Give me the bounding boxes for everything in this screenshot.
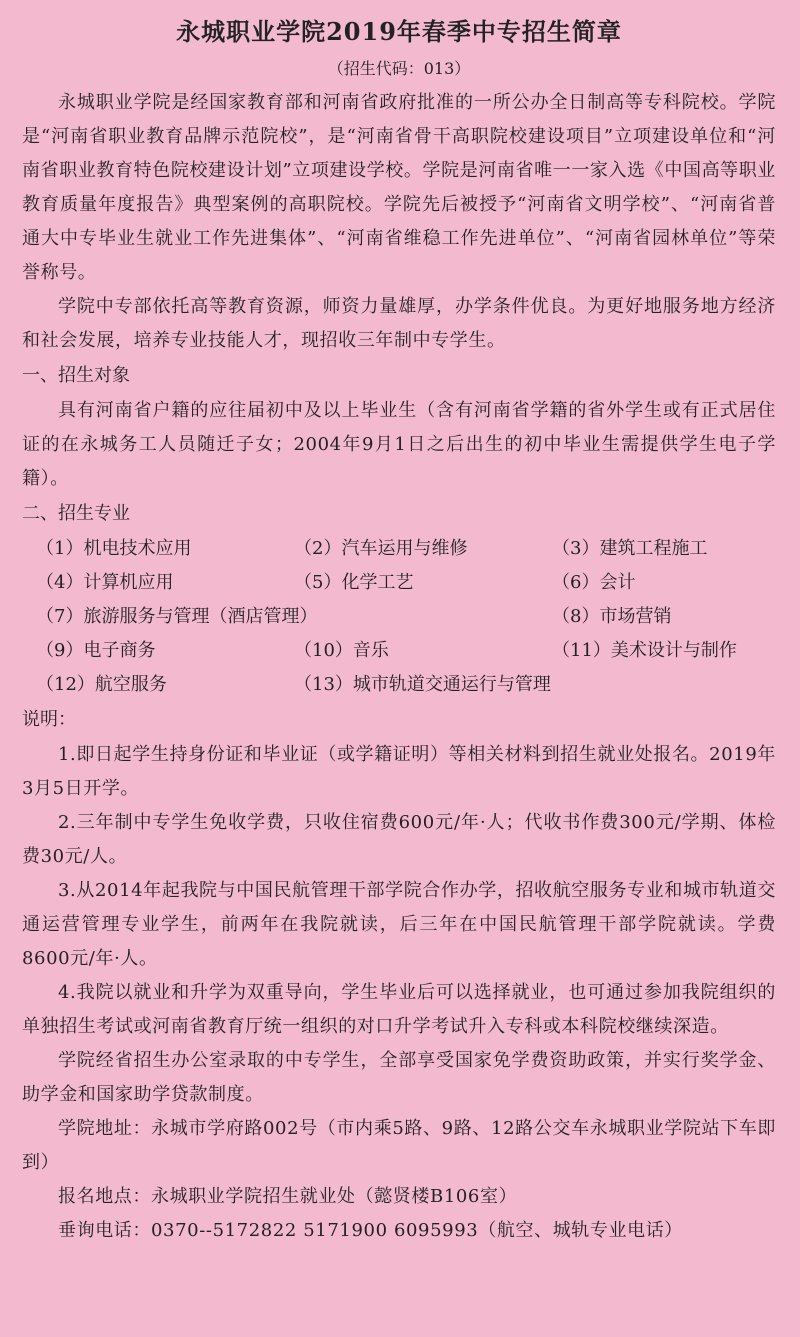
address-paragraph: 学院地址：永城市学府路002号（市内乘5路、9路、12路公交车永城职业学院站下车即到） [22,1118,776,1173]
major-item: （3）建筑工程施工 [552,538,708,559]
majors-list [22,532,776,702]
notes-heading: 说明： [22,709,76,730]
intro-paragraph-2: 学院中专部依托高等教育资源，师资力量雄厚，办学条件优良。为更好地服务地方经济和社会发展，培养专业技能人才，现招收三年制中专学生。 [22,296,776,351]
note-item-2: 2.三年制中专学生免收学费，只收住宿费600元/年·人；代收书作费300元/学期、体检费30元/人。 [22,812,776,867]
major-item: （9）电子商务 [36,640,156,661]
major-item: （6）会计 [552,572,636,593]
major-item: （12）航空服务 [36,674,167,695]
section-heading-majors: 二、招生专业 [22,503,130,524]
registration-paragraph: 报名地点：永城职业学院招生就业处（懿贤楼B106室） [58,1186,518,1207]
major-item: （5）化学工艺 [294,572,414,593]
intro-paragraph-1: 永城职业学院是经国家教育部和河南省政府批准的一所公办全日制高等专科院校。学院是“河南省职业教育品牌示范院校”，是“河南省骨干高职院校建设项目”立项建设单位和“河南省职业教育特色院校建设计划”立项建设学校。学院是河南省唯一一家入选《中国高等职业教育质量年度报告》典型案例的高职院校。学院先后被授予“河南省文明学校”、“河南省普通大中专毕业生就业工作先进集体”、“河南省维稳工作先进单位”、“河南省园林单位”等荣誉称号。 [22,92,776,283]
major-item: （7）旅游服务与管理（酒店管理） [36,606,318,627]
page-title: 永城职业学院2019年春季中专招生简章 [176,17,622,46]
major-item: （11）美术设计与制作 [552,640,737,661]
major-item: （1）机电技术应用 [36,538,192,559]
admission-code: （招生代码：013） [327,59,471,78]
major-item: （4）计算机应用 [36,572,174,593]
note-item-3: 3.从2014年起我院与中国民航管理干部学院合作办学，招收航空服务专业和城市轨道交通运营管理专业学生，前两年在我院就读，后三年在中国民航管理干部学院就读。学费8600元/年·人。 [22,880,776,969]
major-item: （13）城市轨道交通运行与管理 [294,674,551,695]
policy-paragraph: 学院经省招生办公室录取的中专学生，全部享受国家免学费资助政策，并实行奖学金、助学金和国家助学贷款制度。 [22,1050,776,1105]
note-item-1: 1.即日起学生持身份证和毕业证（或学籍证明）等相关材料到招生就业处报名。2019年3月5日开学。 [22,744,776,799]
major-item: （8）市场营销 [552,606,672,627]
phone-paragraph: 垂询电话：0370--5172822 5171900 6095993（航空、城轨专业电话） [58,1220,683,1241]
section-heading-target: 一、招生对象 [22,365,130,386]
target-paragraph: 具有河南省户籍的应往届初中及以上毕业生（含有河南省学籍的省外学生或有正式居住证的在永城务工人员随迁子女；2004年9月1日之后出生的初中毕业生需提供学生电子学籍）。 [22,400,776,489]
major-item: （2）汽车运用与维修 [294,538,468,559]
major-item: （10）音乐 [294,640,389,661]
note-item-4: 4.我院以就业和升学为双重导向，学生毕业后可以选择就业，也可通过参加我院组织的单独招生考试或河南省教育厅统一组织的对口升学考试升入专科或本科院校继续深造。 [22,982,776,1037]
